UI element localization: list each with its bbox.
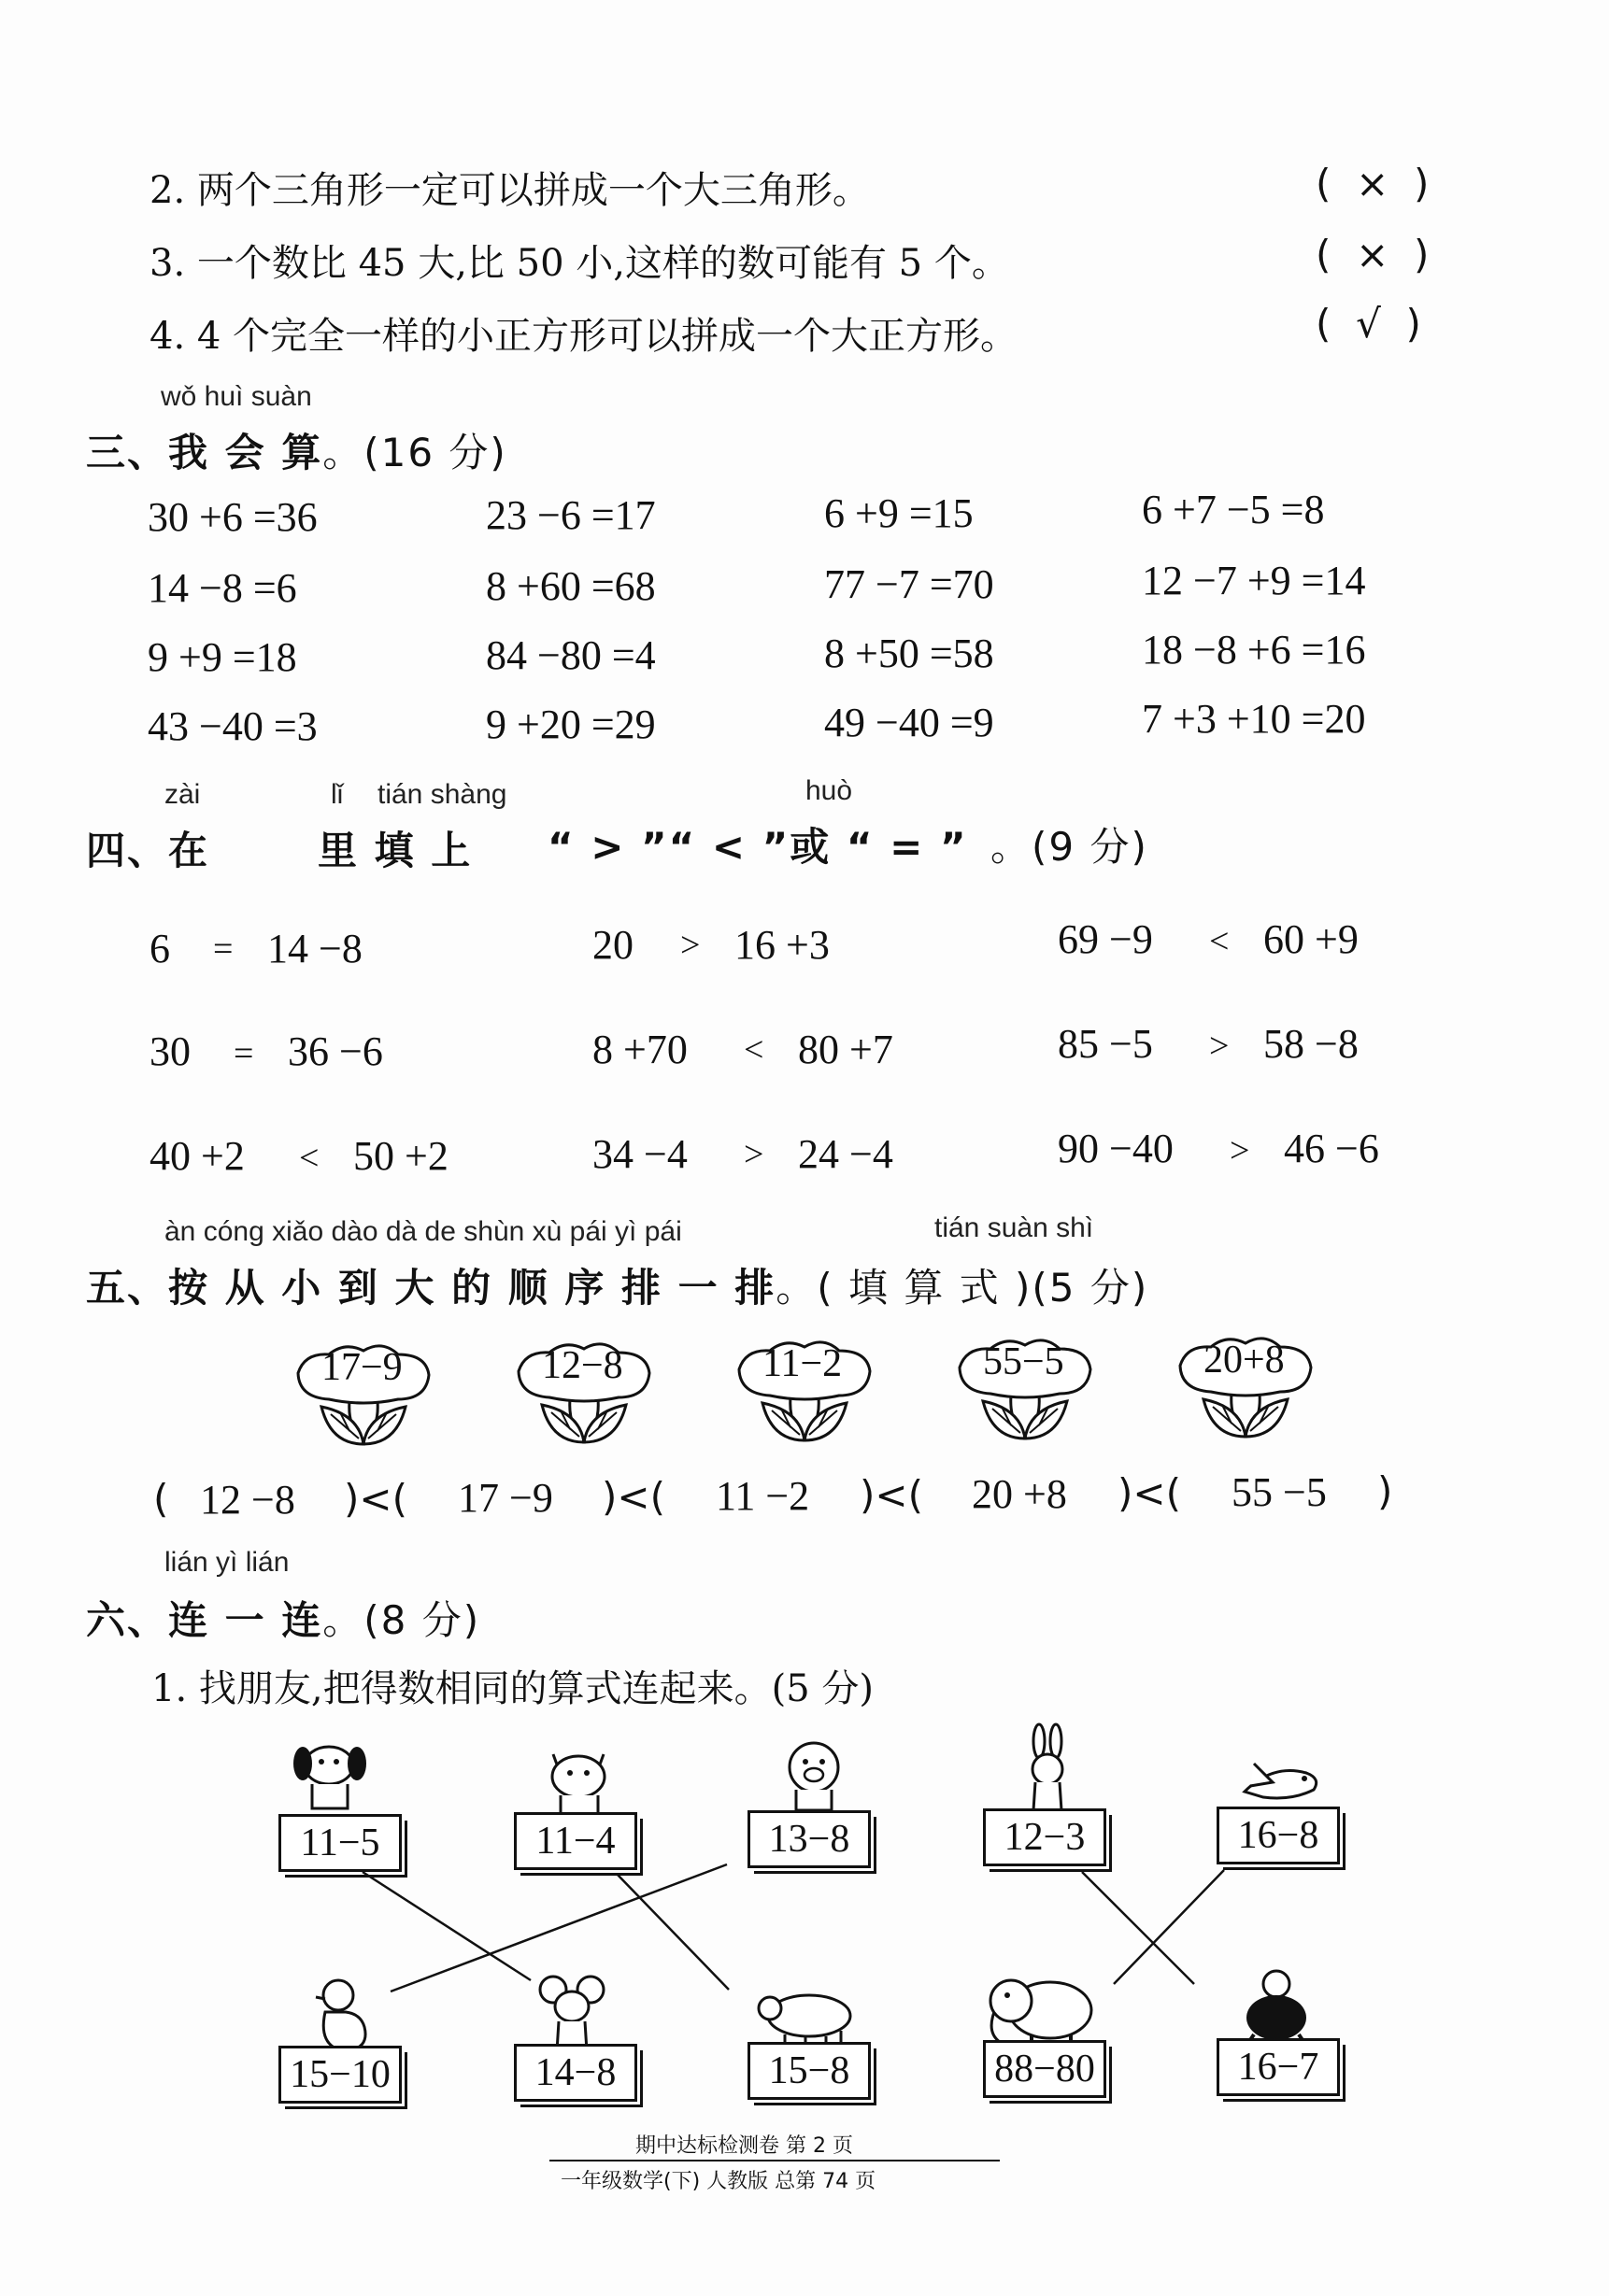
equation: 18 −8 +6 =16 [1142,627,1366,673]
bottom-expression-box: 15−10 [278,2046,402,2104]
flower-label: 20+8 [1203,1339,1285,1382]
comparison-sign: > [744,1135,764,1174]
order-answer: 55 −5 [1232,1469,1327,1515]
section4-pinyin-tianshang: tián shàng [377,779,507,810]
comparison-left: 90 −40 [1058,1126,1174,1171]
comparison-right: 60 +9 [1263,916,1359,962]
equation: 12 −7 +9 =14 [1142,558,1366,603]
equation: 49 −40 =9 [824,700,994,745]
section4-title-a: 四、在 [86,828,210,873]
bottom-expression-box: 14−8 [514,2044,637,2102]
equation: 8 +60 =68 [486,563,656,609]
judge-answer-2: ( × ) [1316,161,1430,206]
bottom-expression-box: 15−8 [748,2042,871,2100]
comparison-left: 30 [150,1028,191,1074]
duck-icon [308,1975,374,2055]
comparison-right: 58 −8 [1263,1021,1359,1067]
pig-icon [772,1736,856,1814]
bird-icon [1235,1745,1329,1810]
comparison-sign: > [680,926,701,965]
judge-answer-4: ( √ ) [1316,301,1421,347]
equation: 9 +20 =29 [486,702,656,747]
comparison-right: 16 +3 [734,922,830,968]
section5-pinyin-b: tián suàn shì [934,1212,1094,1243]
comparison-sign: = [213,929,234,969]
comparison-left: 6 [150,926,170,971]
section6-sub1: 1. 找朋友,把得数相同的算式连起来。(5 分) [151,1667,874,1710]
equation: 6 +9 =15 [824,490,974,536]
order-answer: 17 −9 [458,1475,553,1521]
order-answer: 12 −8 [200,1477,295,1523]
footer-divider [549,2160,1000,2161]
comparison-sign: > [1230,1131,1250,1170]
flower-label: 12−8 [542,1344,623,1387]
comparison-right: 14 −8 [267,926,363,971]
section3-title: 三、我 会 算。(16 分) [86,430,507,475]
comparison-right: 24 −4 [798,1131,893,1177]
elephant-icon [981,1967,1103,2049]
top-expression-box: 11−4 [514,1812,637,1870]
cat-icon [533,1741,626,1816]
comparison-left: 34 −4 [592,1131,688,1177]
comparison-sign: > [1209,1027,1230,1066]
section6-title: 六、连 一 连。(8 分) [86,1597,481,1643]
comparison-left: 8 +70 [592,1027,688,1072]
comparison-left: 20 [592,922,634,968]
section4-pinyin-zai: zài [164,779,201,810]
rabbit-icon [1015,1724,1080,1814]
comparison-left: 40 +2 [150,1133,245,1179]
equation: 6 +7 −5 =8 [1142,487,1325,532]
section4-title-c: “ > ”“ < ”或 “ = ” [548,824,968,870]
order-sep: )<( [860,1472,923,1518]
section6-pinyin: lián yì lián [164,1547,290,1578]
comparison-sign: < [744,1030,764,1070]
top-expression-box: 16−8 [1217,1807,1340,1864]
section5-pinyin-a: àn cóng xiǎo dào dà de shùn xù pái yì pái [164,1216,682,1247]
equation: 9 +9 =18 [148,634,297,680]
order-answer: 20 +8 [972,1471,1067,1517]
order-sep: )<( [1118,1470,1181,1516]
equation: 77 −7 =70 [824,561,994,607]
section4-title-b: 里 填 上 [318,828,473,873]
order-answer: 11 −2 [716,1473,810,1519]
order-close: ) [1377,1468,1393,1514]
equation: 84 −80 =4 [486,632,656,678]
section4-pinyin-huo: huò [805,775,853,806]
equation: 8 +50 =58 [824,631,994,676]
section4-suffix: 。(9 分) [990,824,1148,870]
comparison-left: 85 −5 [1058,1021,1153,1067]
judge-item-3: 3. 一个数比 45 大,比 50 小,这样的数可能有 5 个。 [150,242,1009,285]
judge-answer-3: ( × ) [1316,232,1430,277]
flower-label: 17−9 [321,1346,403,1389]
footer-line1: 期中达标检测卷 第 2 页 [635,2134,853,2158]
comparison-right: 80 +7 [798,1027,893,1072]
mouse-icon [536,1973,607,2055]
sheep-icon [753,1984,865,2049]
equation: 14 −8 =6 [148,565,297,611]
turtle-icon [1237,1965,1316,2049]
judge-item-4: 4. 4 个完全一样的小正方形可以拼成一个大正方形。 [150,315,1018,358]
equation: 7 +3 +10 =20 [1142,696,1366,742]
bottom-expression-box: 16−7 [1217,2038,1340,2096]
dog-icon [284,1737,377,1812]
footer-line2: 一年级数学(下) 人教版 总第 74 页 [561,2170,876,2193]
order-open-1: ( [153,1476,169,1522]
equation: 30 +6 =36 [148,494,318,540]
section5-title: 五、按 从 小 到 大 的 顺 序 排 一 排。( 填 算 式 )(5 分) [86,1265,1149,1311]
comparison-sign: < [299,1139,320,1178]
order-sep: )<( [602,1474,665,1520]
top-expression-box: 13−8 [748,1810,871,1868]
section3-pinyin: wǒ huì suàn [161,381,312,412]
comparison-sign: < [1209,922,1230,961]
equation: 23 −6 =17 [486,492,656,538]
bottom-expression-box: 88−80 [983,2040,1106,2098]
flower-label: 11−2 [762,1342,843,1385]
comparison-right: 50 +2 [353,1133,449,1179]
section4-pinyin-li: lǐ [331,779,344,810]
top-expression-box: 12−3 [983,1808,1106,1866]
judge-item-2: 2. 两个三角形一定可以拼成一个大三角形。 [150,169,870,212]
comparison-sign: = [234,1034,254,1073]
comparison-right: 36 −6 [288,1028,383,1074]
order-sep: )<( [344,1476,407,1522]
comparison-left: 69 −9 [1058,916,1153,962]
top-expression-box: 11−5 [278,1814,402,1872]
flower-label: 55−5 [983,1340,1064,1383]
equation: 43 −40 =3 [148,703,318,749]
comparison-right: 46 −6 [1284,1126,1379,1171]
